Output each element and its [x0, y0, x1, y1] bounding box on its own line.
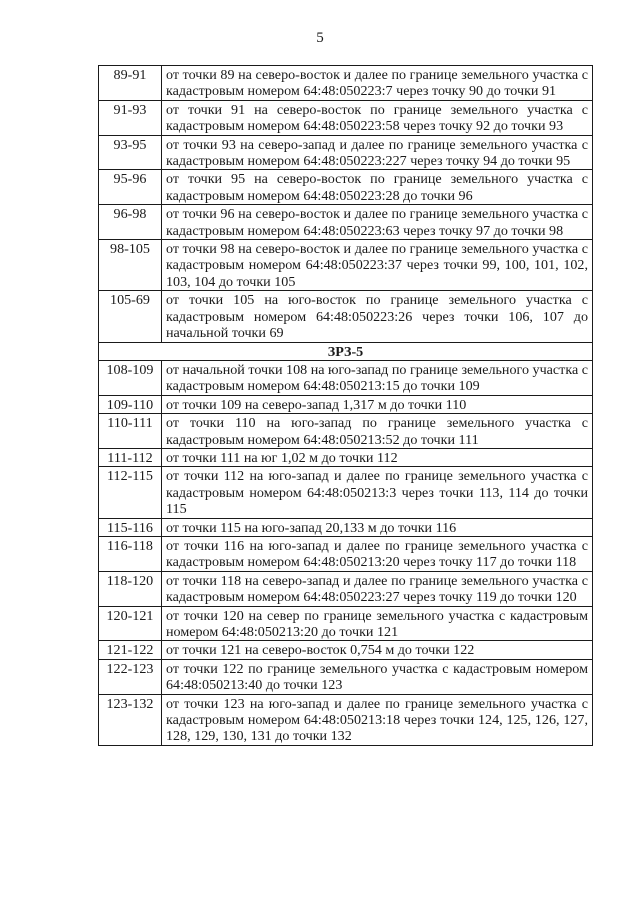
points-cell: 108-109: [99, 360, 162, 395]
points-cell: 95-96: [99, 170, 162, 205]
description-cell: от точки 123 на юго-запад и далее по границе земельного участка с кадастровым номером 64:48:050213:18 через точки 124, 125, 126, 127, 128, 129, 130, 131 до точки 132: [162, 694, 593, 745]
table-row: [99, 518, 593, 536]
points-cell: 120-121: [99, 606, 162, 641]
description-cell: от точки 112 на юго-запад и далее по границе земельного участка с кадастровым номером 64:48:050213:3 через точки 113, 114 до точки 115: [162, 467, 593, 518]
points-cell: 111-112: [99, 448, 162, 466]
description-cell: от точки 120 на север по границе земельного участка с кадастровым номером 64:48:050213:20 до точки 121: [162, 606, 593, 641]
description-cell: от точки 110 на юго-запад по границе земельного участка с кадастровым номером 64:48:050213:52 до точки 111: [162, 414, 593, 449]
points-cell: 91-93: [99, 100, 162, 135]
boundary-description-table: [98, 65, 593, 746]
points-cell: 110-111: [99, 414, 162, 449]
table-row: [99, 170, 593, 205]
points-cell: 93-95: [99, 135, 162, 170]
table-row: [99, 467, 593, 518]
description-cell: от точки 116 на юго-запад и далее по границе земельного участка с кадастровым номером 64:48:050213:20 через точку 117 до точки 118: [162, 536, 593, 571]
table-row: [99, 135, 593, 170]
description-cell: от точки 115 на юго-запад 20,133 м до точки 116: [162, 518, 593, 536]
zone-header-row: [99, 342, 593, 360]
points-cell: 112-115: [99, 467, 162, 518]
description-cell: от точки 111 на юг 1,02 м до точки 112: [162, 448, 593, 466]
table-row: [99, 536, 593, 571]
page-number: 5: [316, 30, 324, 46]
table-row: [99, 100, 593, 135]
description-cell: от начальной точки 108 на юго-запад по границе земельного участка с кадастровым номером 64:48:050213:15 до точки 109: [162, 360, 593, 395]
points-cell: 118-120: [99, 571, 162, 606]
table-row: [99, 291, 593, 342]
points-cell: 116-118: [99, 536, 162, 571]
points-cell: 122-123: [99, 659, 162, 694]
table-row: [99, 414, 593, 449]
points-cell: 98-105: [99, 240, 162, 291]
description-cell: от точки 109 на северо-запад 1,317 м до точки 110: [162, 395, 593, 413]
points-cell: 121-122: [99, 641, 162, 659]
points-cell: 105-69: [99, 291, 162, 342]
table-row: [99, 395, 593, 413]
description-cell: от точки 96 на северо-восток и далее по границе земельного участка с кадастровым номером 64:48:050223:63 через точку 97 до точки 98: [162, 205, 593, 240]
points-cell: 115-116: [99, 518, 162, 536]
description-cell: от точки 95 на северо-восток по границе земельного участка с кадастровым номером 64:48:050223:28 до точки 96: [162, 170, 593, 205]
table-row: [99, 606, 593, 641]
points-cell: 89-91: [99, 66, 162, 101]
table-row: [99, 659, 593, 694]
table-row: [99, 641, 593, 659]
description-cell: от точки 93 на северо-запад и далее по границе земельного участка с кадастровым номером 64:48:050223:227 через точку 94 до точки 95: [162, 135, 593, 170]
points-cell: 109-110: [99, 395, 162, 413]
zone-header: ЗРЗ-5: [99, 342, 593, 360]
description-cell: от точки 91 на северо-восток по границе земельного участка с кадастровым номером 64:48:050223:58 через точку 92 до точки 93: [162, 100, 593, 135]
description-cell: от точки 98 на северо-восток и далее по границе земельного участка с кадастровым номером 64:48:050223:37 через точки 99, 100, 101, 102, 103, 104 до точки 105: [162, 240, 593, 291]
table-row: [99, 240, 593, 291]
table-row: [99, 66, 593, 101]
table-row: [99, 694, 593, 745]
table-row: [99, 571, 593, 606]
description-cell: от точки 105 на юго-восток по границе земельного участка с кадастровым номером 64:48:050223:26 через точки 106, 107 до начальной точки 69: [162, 291, 593, 342]
points-cell: 123-132: [99, 694, 162, 745]
table-row: [99, 205, 593, 240]
table-row: [99, 448, 593, 466]
description-cell: от точки 118 на северо-запад и далее по границе земельного участка с кадастровым номером 64:48:050223:27 через точку 119 до точки 120: [162, 571, 593, 606]
table-row: [99, 360, 593, 395]
description-cell: от точки 89 на северо-восток и далее по границе земельного участка с кадастровым номером 64:48:050223:7 через точку 90 до точки 91: [162, 66, 593, 101]
description-cell: от точки 121 на северо-восток 0,754 м до точки 122: [162, 641, 593, 659]
description-cell: от точки 122 по границе земельного участка с кадастровым номером 64:48:050213:40 до точки 123: [162, 659, 593, 694]
points-cell: 96-98: [99, 205, 162, 240]
